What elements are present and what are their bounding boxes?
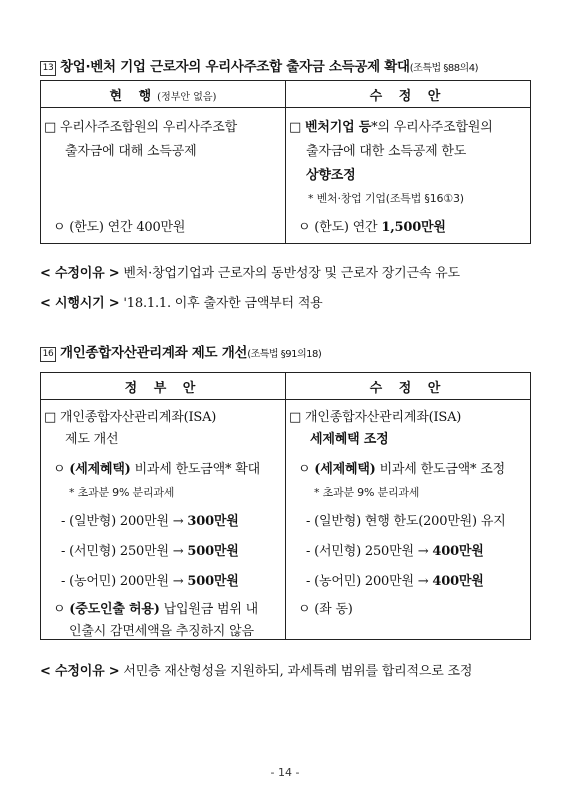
gov-withdrawal: ㅇ (중도인출 허용) 납입원금 범위 내	[53, 602, 258, 617]
gov-tax-benefit: ㅇ (세제혜택) 비과세 한도금액* 확대	[53, 462, 260, 477]
revised-line-1: □ 벤처기업 등*의 우리사주조합원의	[289, 120, 493, 135]
header-current	[41, 81, 286, 108]
reason-text: 서민층 재산형성을 지원하되, 과세특례 범위를 합리적으로 조정	[123, 664, 473, 679]
effective-label: < 시행시기 >	[40, 296, 120, 311]
gov-line-1: □ 개인종합자산관리계좌(ISA)	[44, 410, 217, 425]
rev-line-1: □ 개인종합자산관리계좌(ISA)	[289, 410, 462, 425]
comparison-table-13	[40, 80, 531, 244]
rev-same-as-left: ㅇ (좌 동)	[298, 602, 353, 617]
revised-line-2: 출자금에 대한 소득공제 한도	[306, 144, 467, 159]
reason-label: < 수정이유 >	[40, 266, 120, 281]
section-title-text: 개인종합자산관리계좌 제도 개선	[60, 345, 248, 361]
effective-date-13	[40, 292, 323, 311]
gov-withdrawal-2: 인출시 감면세액을 추징하지 않음	[69, 624, 254, 639]
rev-low-income: - (서민형) 250만원 → 400만원	[306, 544, 484, 559]
section-13-title	[40, 55, 478, 76]
rev-farmer: - (농어민) 200만원 → 400만원	[306, 574, 484, 589]
law-reference: (조특법 §91의18)	[247, 349, 322, 360]
revised-line-3: 상향조정	[306, 168, 356, 183]
gov-farmer: - (농어민) 200만원 → 500만원	[61, 574, 239, 589]
reason-text: 벤처·창업기업과 근로자의 동반성장 및 근로자 장기근속 유도	[123, 266, 460, 281]
header-revised	[286, 81, 531, 108]
header-current-label: 현 행	[109, 88, 158, 104]
rev-line-2: 세제혜택 조정	[310, 432, 389, 447]
header-government-label: 정 부 안	[124, 380, 202, 396]
rev-tax-benefit: ㅇ (세제혜택) 비과세 한도금액* 조정	[298, 462, 505, 477]
header-revised-label: 수 정 안	[369, 88, 447, 104]
government-cell	[41, 400, 286, 640]
revised-cell	[286, 400, 531, 640]
current-line-2: 출자금에 대해 소득공제	[65, 144, 197, 159]
current-limit: ㅇ (한도) 연간 400만원	[53, 220, 186, 235]
current-cell	[41, 108, 286, 244]
header-current-note: (정부안 없음)	[157, 91, 217, 103]
gov-general: - (일반형) 200만원 → 300만원	[61, 514, 239, 529]
section-title-text: 창업·벤처 기업 근로자의 우리사주조합 출자금 소득공제 확대	[60, 59, 410, 75]
law-reference: (조특법 §88의4)	[409, 63, 478, 74]
revision-reason-13	[40, 262, 460, 281]
header-government	[41, 373, 286, 400]
comparison-table-16	[40, 372, 531, 640]
revision-reason-16	[40, 660, 472, 679]
rev-footnote: * 초과분 9% 분리과세	[314, 486, 420, 499]
header-revised	[286, 373, 531, 400]
header-revised-label: 수 정 안	[369, 380, 447, 396]
revised-limit: ㅇ (한도) 연간 1,500만원	[298, 220, 446, 235]
reason-label: < 수정이유 >	[40, 664, 120, 679]
gov-footnote: * 초과분 9% 분리과세	[69, 486, 175, 499]
current-line-1: □ 우리사주조합원의 우리사주조합	[44, 120, 237, 135]
section-number: 13	[40, 61, 56, 76]
page-number: - 14 -	[270, 766, 300, 779]
revised-cell	[286, 108, 531, 244]
rev-general: - (일반형) 현행 한도(200만원) 유지	[306, 514, 506, 529]
effective-text: '18.1.1. 이후 출자한 금액부터 적용	[123, 296, 323, 311]
gov-line-2: 제도 개선	[65, 432, 119, 447]
section-16-title	[40, 341, 321, 362]
revised-footnote: * 벤처·창업 기업(조특법 §16①3)	[308, 192, 464, 205]
section-number: 16	[40, 347, 56, 362]
gov-low-income: - (서민형) 250만원 → 500만원	[61, 544, 239, 559]
